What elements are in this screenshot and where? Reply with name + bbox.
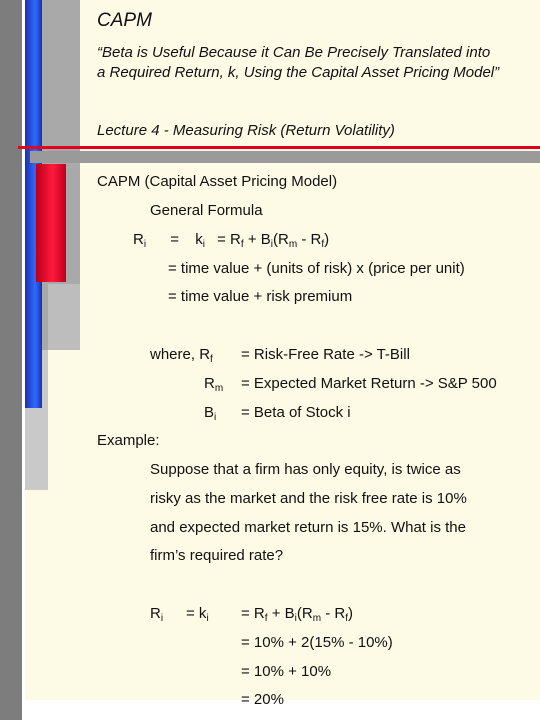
rm-label: $R_m$ xyxy=(204,375,224,394)
left-bar-gray-light-upper xyxy=(48,284,80,350)
solution-ri: $R_i$ xyxy=(150,605,164,624)
general-formula-label: General Formula xyxy=(150,202,263,219)
bi-definition: = Beta of Stock i xyxy=(241,404,351,421)
example-line-3: and expected market return is 15%. What is the xyxy=(150,519,466,536)
rm-definition: = Expected Market Return -> S&P 500 xyxy=(241,375,497,392)
time-value-line-2: = time value + risk premium xyxy=(168,288,353,305)
solution-step-4: = 20% xyxy=(241,691,284,708)
solution-step-3: = 10% + 10% xyxy=(241,663,332,680)
example-label: Example: xyxy=(97,432,160,449)
quote-line-1: “Beta is Useful Because it Can Be Precisely Translated into xyxy=(97,44,491,61)
left-bar-dark xyxy=(0,0,22,720)
divider-red-line xyxy=(18,146,540,149)
quote-line-2: a Required Return, k, Using the Capital Asset Pricing Model” xyxy=(97,64,500,81)
lecture-label: Lecture 4 - Measuring Risk (Return Volatility) xyxy=(97,122,395,139)
where-rf-label: where, $R_f$ xyxy=(150,346,213,365)
bi-label: $B_i$ xyxy=(204,404,217,423)
example-line-4: firm’s required rate? xyxy=(150,547,284,564)
example-line-2: risky as the market and the risk free rate is 10% xyxy=(150,490,467,507)
example-line-1: Suppose that a firm has only equity, is twice as xyxy=(150,461,461,478)
formula-line: $R_i = k_i = R_f + B_i(R_m - R_f)$ xyxy=(133,231,330,250)
rf-definition: = Risk-Free Rate -> T-Bill xyxy=(241,346,410,363)
section-heading: CAPM (Capital Asset Pricing Model) xyxy=(97,173,338,190)
left-bar-red xyxy=(36,164,66,282)
divider-gray-strip xyxy=(30,151,540,163)
slide-title: CAPM xyxy=(97,10,152,31)
solution-step-2: = 10% + 2(15% - 10%) xyxy=(241,634,393,651)
time-value-line-1: = time value + (units of risk) x (price per unit) xyxy=(168,260,465,277)
solution-step-1: = $R_f + B_i(R_m - R_f)$ xyxy=(241,605,354,624)
solution-ki: = $k_i$ xyxy=(186,605,209,624)
